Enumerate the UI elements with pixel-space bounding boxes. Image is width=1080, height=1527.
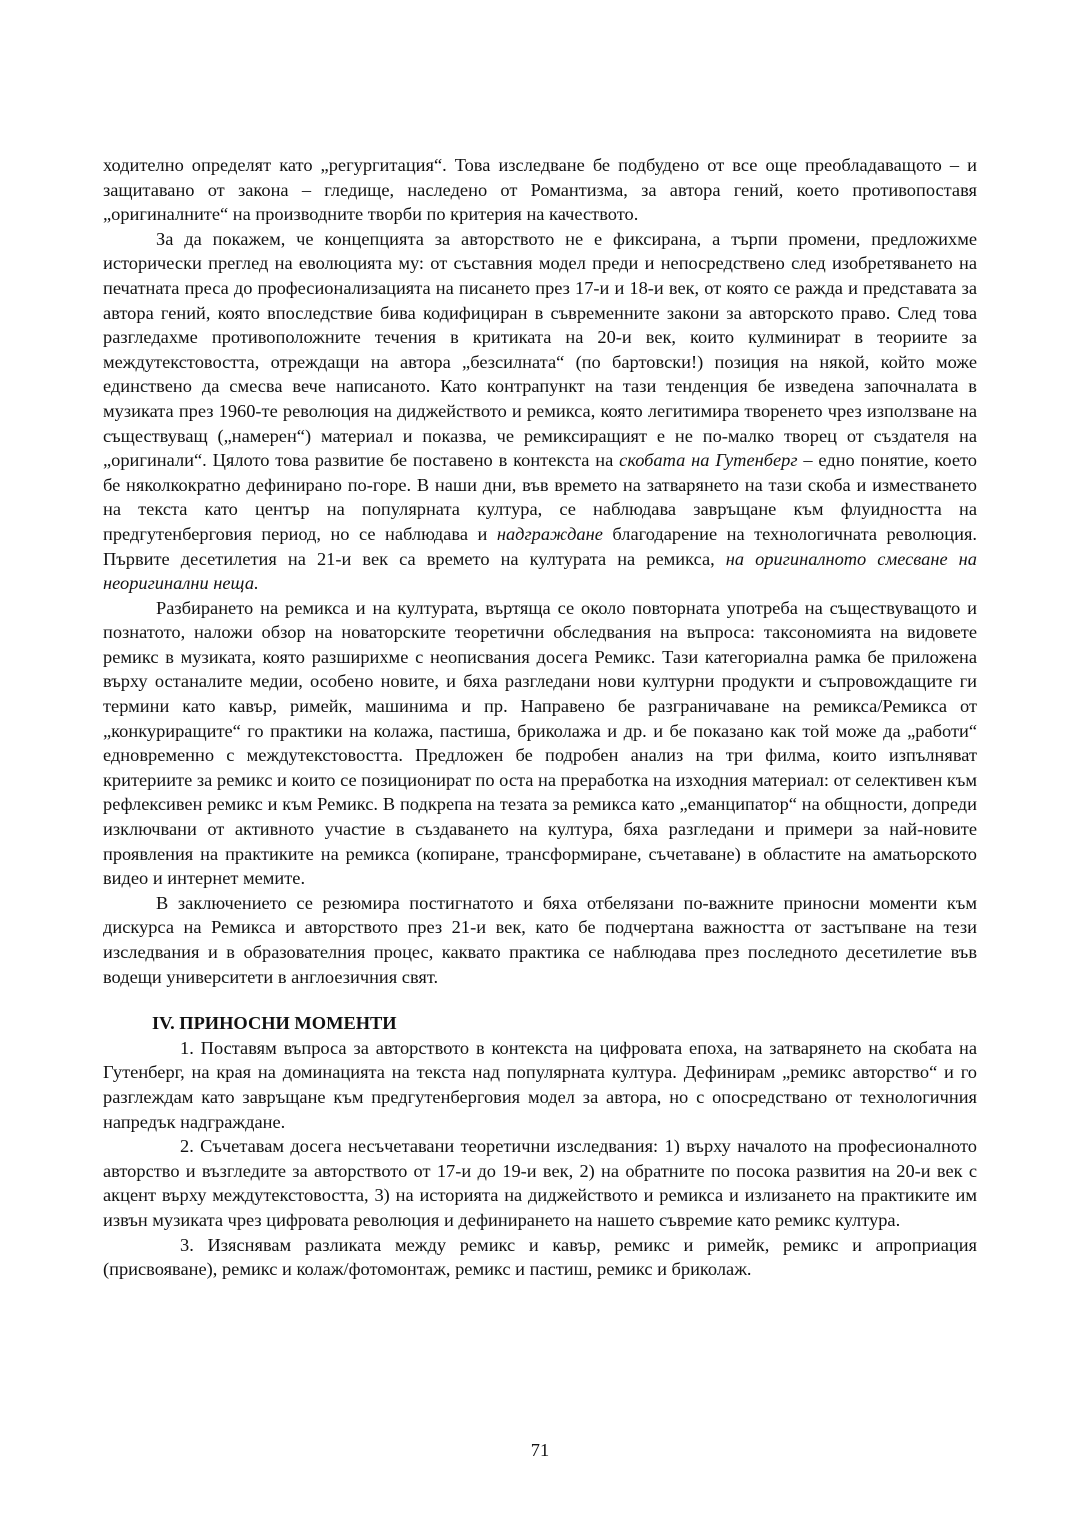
paragraph-remix-culture: Разбирането на ремикса и на културата, въртяща се около повторната употреба на съществуващото и познатото, наложи обзор на новаторските теоретични обследвания на въпроса: таксономията на видовете ремикс в музиката, която разширихме с неописвания досега Ремикс. Тази категориална рамка бе приложена върху останалите медии, особено новите, и бяха разгледани нови културни продукти и съпровождащите ги термини като кавър, римейк, машинима и пр. Направено бе разграничаване на ремикса/Ремикса от „конкуриращите“ го практики на колажа, пастиша, бриколажа и др. и бе показано как той може да „работи“ едновременно с междутекстовостта. Предложен бе подробен анализ на три филма, които изпълняват критериите за ремикс и които се позиционират по оста на преработка на изходния материал: от селективен към рефлексивен ремикс и към Ремикс. В подкрепа на тезата за ремикса като „еманципатор“ на общности, допреди изключвани от активното участие в създаването на култура, бяха разгледани и примери за най-новите проявления на практиките на ремикса (копиране, трансформиране, съчетаване) в областите на аматьорското видео и интернет мемите. bbox=[103, 597, 977, 889]
emphasis-gutenberg-parenthesis: скобата на Гутенберг bbox=[619, 450, 798, 471]
page-number: 71 bbox=[530, 1440, 550, 1460]
contribution-item-3: 3. Изяснявам разликата между ремикс и кавър, ремикс и римейк, ремикс и апроприация (присвояване), ремикс и колаж/фотомонтаж, ремикс и пастиш, ремикс и бриколаж. bbox=[103, 1234, 977, 1280]
paragraph-continuation: ходително определят като „регургитация“. Това изследване бе подбудено от все още преобладаващото – и защитавано от закона – гледище, наследено от Романтизма, за автора гений, което противопоставя „оригиналните“ на производните творби по критерия на качеството. bbox=[103, 155, 977, 225]
paragraph-segment: – едно понятие, което бе няколкократно дефинирано по-горе. В наши дни, във времето на затварянето на тази скоба и изместването на текста като център на популярната култура, се наблюдава завръщане към флуидността на предгутенберговия период, но се наблюдава и bbox=[103, 450, 977, 544]
section-heading: IV. ПРИНОСНИ МОМЕНТИ bbox=[152, 1013, 397, 1034]
emphasis-upgrading: надграждане bbox=[496, 523, 603, 544]
contribution-item-1: 1. Поставям въпроса за авторството в контекста на цифровата епоха, на затварянето на скобата на Гутенберг, на края на доминацията на текста над популярната култура. Дефинирам „ремикс авторство“ и го разглеждам като завръщане към предгутенберговия модел за автора, но с опосредствано от технологичния напредък надграждане. bbox=[103, 1037, 977, 1132]
paragraph-segment: благодарение на технологичната революция. Първите десетилетия на 21-и век са времето на културата на ремикса, bbox=[103, 523, 977, 569]
body-text bbox=[103, 153, 977, 1282]
contribution-item-2: 2. Съчетавам досега несъчетавани теоретични изследвания: 1) върху началото на професионалното авторство и възгледите за авторството от 17-и до 19-и век, 2) на обратните по посока развития на 20-и век с акцент върху междутекстовостта, 3) на историята на диджейството и ремикса и излизането на практиките им извън музиката чрез цифровата революция и дефинирането на нашето съвремие като ремикс култура. bbox=[103, 1136, 977, 1230]
paragraph-segment: За да покажем, че концепцията за авторството не е фиксирана, а търпи промени, предложихме исторически преглед на еволюцията му: от съставния модел преди и непосредствено след изобретяването на печатната преса до професионализацията на писането през 17-и и 18-и век, от която се ражда и представата за автора гений, която впоследствие бива кодифициран в съвременните закони за авторското право. След това разгледахме противоположните течения в критиката на 20-и век, които кулминират в теориите за междутекстовостта, отреждащи на автора „безсилната“ (по бартовски!) позиция на някой, който може единствено да смесва вече написаното. Като контрапункт на тази тенденция бе изведена започналата в музиката през 1960-те революция на диджейството и ремикса, която легитимира творенето чрез използване на съществуващ („намерен“) материал и показва, че ремиксиращият е не по-малко творец от създателя на „оригинали“. Цялото това развитие бе поставено в контекста на bbox=[103, 228, 977, 471]
emphasis-original-mixing: на оригиналното смесване на неоригинални неща. bbox=[103, 548, 977, 594]
paragraph-conclusion: В заключението се резюмира постигнатото и бяха отбелязани по-важните приносни моменти към дискурса на Ремикса и авторството през 21-и век, като бе подчертана важността от застъпване на тези изследвания и в образователния процес, каквато практика се наблюдава през последното десетилетие във водещи университети в англоезичния свят. bbox=[103, 892, 977, 987]
paragraph-authorship-history bbox=[103, 227, 977, 596]
